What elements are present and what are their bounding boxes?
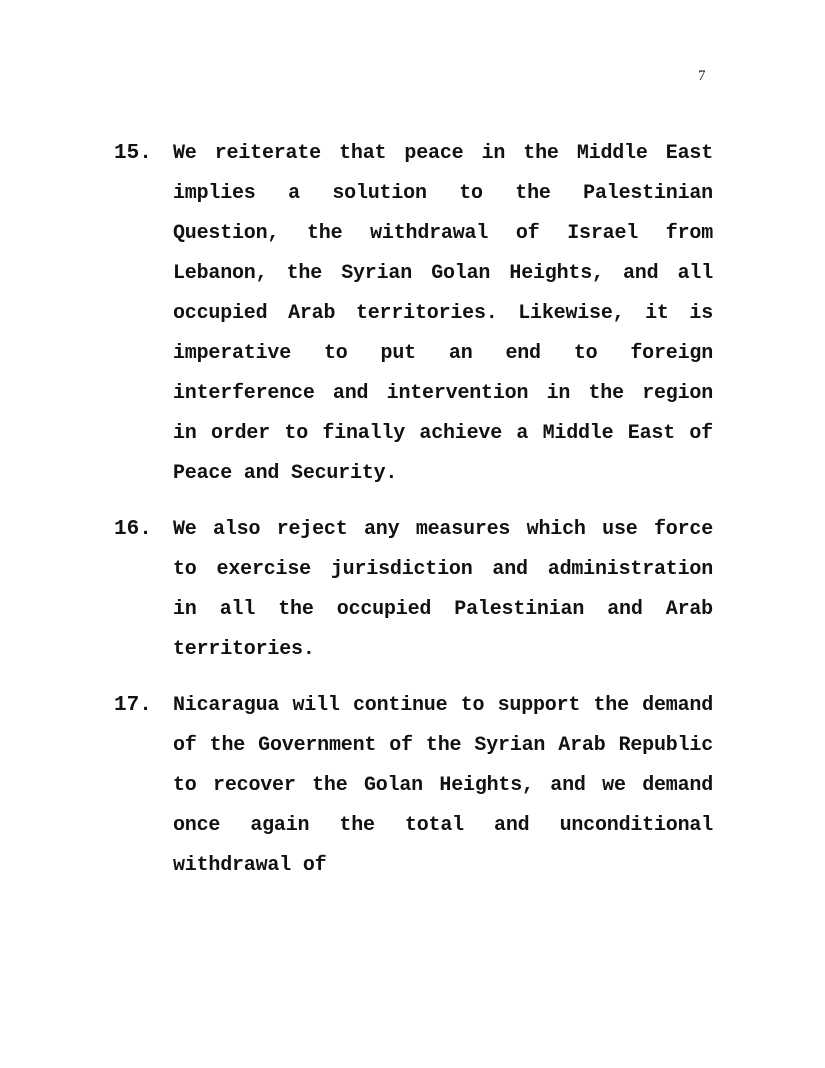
paragraph-text: We also reject any measures which use force to exercise jurisdiction and administration in all the occupied Palestinian and Arab territories. (173, 518, 713, 661)
paragraph-text: Nicaragua will continue to support the demand of the Government of the Syrian Arab Republic to recover the Golan Heights, and we demand once again the total and unconditional withdrawal of (173, 694, 713, 877)
paragraph-list (114, 134, 713, 902)
paragraph-16 (114, 510, 713, 670)
paragraph-15 (114, 134, 713, 494)
paragraph-17 (114, 686, 713, 886)
paragraph-number: 17. (114, 694, 152, 717)
paragraph-number: 15. (114, 142, 152, 165)
page-number: 7 (698, 68, 706, 84)
paragraph-number: 16. (114, 518, 152, 541)
paragraph-text: We reiterate that peace in the Middle East implies a solution to the Palestinian Question, the withdrawal of Israel from Lebanon, the Syrian Golan Heights, and all occupied Arab territories. Likewise, it is imperative to put an end to foreign interference and intervention in the region in order to finally achieve a Middle East of Peace and Security. (173, 142, 713, 485)
